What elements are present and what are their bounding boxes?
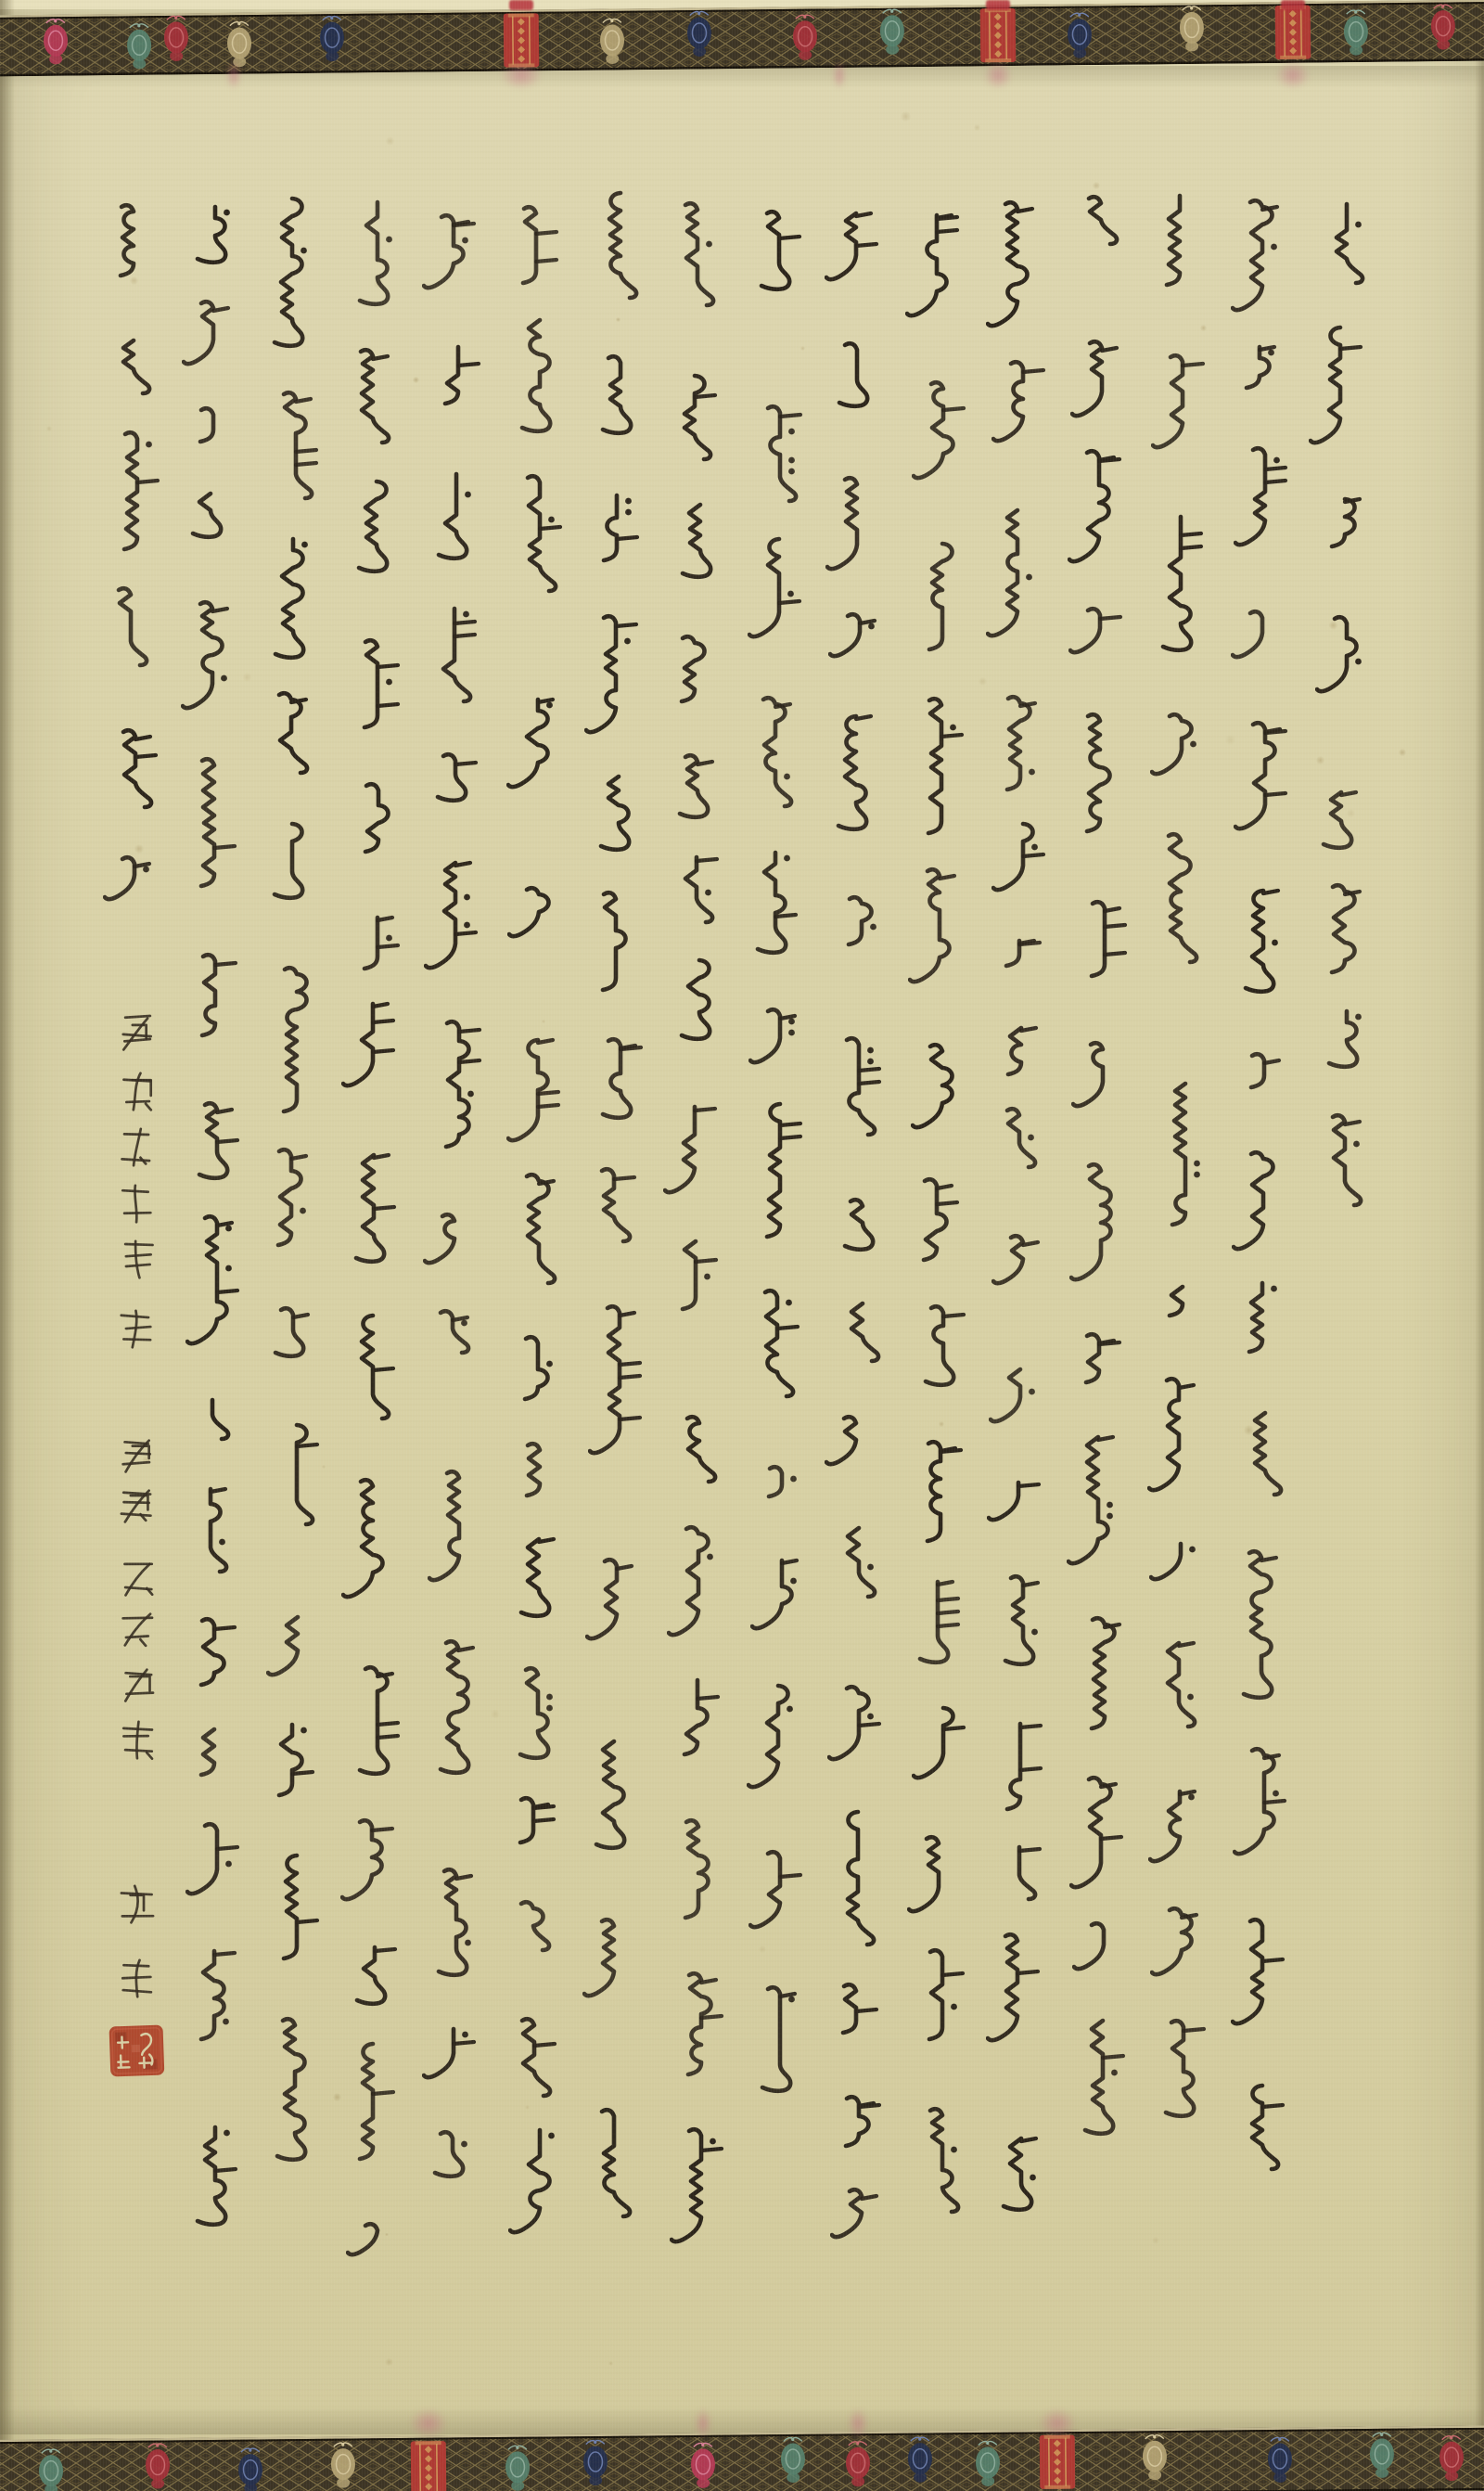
manchu-word [663,631,726,708]
manchu-word [1232,885,1295,999]
manchu-word [262,533,325,665]
manchu-word [423,1209,486,1269]
manchu-word [744,692,807,813]
foxing-spot [759,1945,766,1953]
manchu-word [1068,445,1131,568]
manchu-word [748,1846,812,1933]
manchu-word [828,609,891,662]
manchu-word [670,1968,733,2081]
manchu-word [744,847,807,960]
foxing-spot [491,1710,499,1718]
manchu-word [584,610,647,738]
manchu-word [1313,494,1376,553]
foxing-spot [939,1421,944,1427]
colophon-character [113,1179,161,1231]
manchu-word [181,1394,244,1445]
manchu-word [186,1818,249,1900]
foxing-spot [974,124,980,131]
manchu-word [1148,190,1211,291]
manchu-word [1231,195,1294,316]
manchu-word [347,778,410,858]
manchu-word [670,2124,733,2248]
manchu-word [827,2091,890,2152]
manchu-word [265,962,328,1118]
manchu-word [425,469,488,566]
manchu-word [265,1850,328,1965]
foxing-spot [616,317,620,322]
foxing-spot [385,2358,392,2366]
manchu-word [582,1163,646,1248]
manchu-word [183,1724,246,1781]
manchu-word [825,711,888,837]
manchu-word [341,1310,404,1425]
foxing-spot [333,2093,341,2101]
manchu-word [1068,709,1132,838]
manchu-word [346,912,409,975]
manchu-word [666,750,729,825]
colophon-character [113,1235,161,1287]
manchu-word [825,208,888,286]
manchu-word [1073,896,1136,982]
manchu-word [508,315,571,439]
manchu-word [1313,1110,1376,1212]
manchu-word [748,533,811,643]
manchu-word [905,210,968,322]
manchu-word [184,949,247,1042]
brocade-band-art [0,2425,1484,2491]
manchu-word [584,887,647,996]
foxing-spot [243,673,251,681]
manchu-word [750,1461,813,1503]
manchu-word [1231,2080,1294,2176]
manchu-word [905,1174,968,1266]
manchu-word [346,1662,409,1781]
manchu-word [1150,1903,1213,1981]
manchu-word [1228,341,1291,394]
manchu-word [1150,709,1213,780]
manchu-word [266,1611,329,1681]
manchu-word [343,1942,406,2011]
manchu-word [262,1303,325,1364]
foxing-spot [901,111,911,122]
foxing-spot [1093,182,1100,189]
manchu-word [825,1411,888,1470]
artist-seal [108,2023,166,2082]
manchu-word [831,1194,894,1257]
manchu-word [428,1466,491,1586]
manchu-word [990,2133,1053,2217]
manchu-word [986,505,1049,642]
manchu-word [183,753,246,892]
manchu-word [1067,1432,1130,1570]
manchu-word [1234,1407,1297,1501]
manchu-word [991,356,1055,447]
colophon-character [113,1555,161,1607]
manchu-word [830,2184,893,2243]
manchu-word [748,1982,812,2099]
manchu-word [102,335,165,400]
manchu-word [427,341,490,410]
manchu-word [748,401,812,507]
manchu-word [589,351,652,441]
manchu-word [1072,1918,1135,1975]
manchu-word [184,2122,247,2232]
manchu-word [989,1718,1052,1816]
manchu-word [261,1719,324,1802]
manchu-word [663,1101,726,1199]
manchu-word [912,1702,975,1784]
manchu-word [1230,1546,1293,1705]
manchu-word [503,2013,566,2102]
manchu-word [346,2218,409,2261]
manchu-word [748,206,811,297]
manchu-word [183,1613,246,1691]
manchu-word [987,1477,1050,1526]
manchu-word [1313,880,1376,979]
manchu-word [1315,199,1378,289]
colophon-character [113,1715,161,1767]
manchu-word [1154,1078,1217,1231]
manchu-word [1310,787,1373,855]
manchu-word [427,1636,490,1780]
manchu-word [508,1438,571,1502]
manchu-word [265,1419,328,1531]
manchu-word [421,1305,484,1359]
foxing-spot [386,136,395,146]
manchu-word [1148,1786,1211,1868]
manchu-word [104,725,167,814]
manchu-word [582,2104,646,2223]
manchu-word [508,2125,571,2239]
manchu-word [988,1842,1051,1906]
brocade-border-bottom [0,2425,1484,2491]
manchu-word [669,499,732,584]
manchu-word [986,197,1049,332]
manchu-word [346,197,409,312]
manchu-word [827,1033,890,1141]
manchu-word [991,818,1055,896]
manchu-word [668,955,731,1046]
colophon-character [113,1067,161,1119]
manchu-word [988,1103,1051,1174]
manchu-word [1068,603,1132,659]
manchu-word [825,472,889,575]
manchu-word [1151,1281,1214,1322]
manchu-word [831,1298,894,1367]
manchu-word [826,1806,889,1951]
manchu-word [912,1301,975,1393]
manchu-word [184,201,247,270]
brocade-medallion-bigred [1040,2435,1076,2489]
manchu-word [908,864,971,988]
manchu-word [667,1522,730,1641]
manchu-word [341,2038,404,2165]
manchu-word [585,1554,648,1645]
manchu-word [589,187,652,304]
manchu-word [667,1815,730,1924]
manchu-word [911,2103,974,2218]
manchu-word [748,1098,812,1243]
manchu-word [1069,191,1132,250]
manchu-word [506,1663,569,1766]
manchu-word [582,1914,646,2002]
manchu-word [179,1483,242,1578]
manchu-word [1315,611,1378,698]
foxing-spot [608,2361,613,2366]
manchu-word [585,490,648,567]
manchu-word [264,387,327,505]
manchu-word [1231,1914,1294,2030]
manchu-word [182,403,245,448]
manchu-word [502,1896,565,1957]
manchu-word [825,338,889,414]
manchu-word [1232,1147,1295,1255]
manchu-word [99,583,162,672]
manchu-word [907,1831,970,1918]
manchu-word [422,210,485,294]
manchu-word [1151,350,1214,454]
brocade-medallion-bigred [1275,6,1311,59]
manchu-word [507,1169,570,1290]
manchu-word [1152,2015,1215,2124]
brocade-border-top [0,0,1484,76]
manchu-word [345,476,408,579]
colophon-character [113,1880,161,1932]
manchu-word [748,1004,812,1069]
manchu-word [1068,1329,1131,1389]
manchu-word [1147,1373,1210,1496]
colophon-character [113,1009,161,1061]
manchu-word [1233,1048,1296,1094]
manchu-word [909,1436,972,1547]
manchu-word [182,296,245,370]
manchu-word [263,2013,326,2167]
foxing-spot [1152,2237,1159,2244]
manchu-word [506,1331,569,1406]
foxing-spot [979,677,987,686]
foxing-spot [1316,756,1324,764]
manchu-word [106,427,169,556]
manchu-word [1233,1743,1296,1860]
manchu-word [991,1230,1055,1290]
manchu-word [588,1301,651,1459]
dye-bleed-mark [1276,61,1310,89]
foxing-spot [542,1020,544,1022]
manchu-word [1073,1612,1136,1735]
manchu-word [906,1576,969,1670]
seal-art [108,2023,166,2078]
manchu-word [346,635,409,734]
brocade-medallion-bigred [504,13,540,67]
manchu-word [1149,1538,1212,1586]
manchu-word [1071,2015,1134,2141]
manchu-word [103,852,166,905]
manchu-word [421,2126,484,2184]
manchu-word [183,1945,246,2046]
manchu-word [750,1555,813,1635]
manchu-word [1231,1278,1294,1358]
dye-bleed-mark [410,2408,447,2438]
manchu-word [425,1864,488,1983]
manchu-word [827,1681,890,1766]
manchu-word [261,818,324,905]
manchu-word [502,1792,565,1849]
manchu-word [1149,828,1212,969]
foxing-spot [413,377,419,383]
manchu-word [423,603,486,708]
foxing-spot [800,346,805,351]
manchu-word [988,935,1051,972]
manchu-word [1147,1637,1210,1733]
brocade-medallion-bigred [980,8,1017,62]
manchu-word [1149,511,1212,658]
colophon-character [113,1123,161,1175]
manchu-word [181,597,244,714]
manchu-word [260,1144,323,1252]
colophon-character [113,1304,161,1356]
manchu-word [991,1571,1055,1672]
manchu-word [666,198,729,312]
manchu-word [179,488,242,545]
manchu-word [911,538,974,656]
foxing-spot [46,426,52,431]
manchu-word [911,1945,974,2046]
colophon-character [113,1482,161,1534]
colophon-character [113,1954,161,2006]
manchu-word [668,1411,731,1488]
manchu-word [663,370,726,466]
manchu-word [989,691,1052,796]
paper-left-edge-shadow [0,0,15,2491]
manchu-word [342,1149,405,1269]
manchu-word [989,1364,1052,1428]
manchu-word [341,1474,404,1603]
manchu-word [1234,717,1297,835]
colophon-character [113,1661,161,1713]
manchu-word [589,1034,652,1125]
manchu-word [424,857,487,974]
manchu-word [665,852,728,929]
manchu-word [506,694,569,793]
manchu-word [990,1022,1053,1081]
manchu-word [912,377,975,484]
manchu-word [424,749,487,808]
manchu-word [340,1815,403,1906]
manchu-word [506,1034,569,1147]
manchu-word [827,1522,890,1603]
colophon-character [113,1432,161,1483]
manchu-word [1231,606,1294,663]
manchu-word [261,193,324,353]
manchu-word [1069,1159,1132,1286]
manchu-word [341,344,404,449]
manchu-word [587,771,650,857]
manchu-word [666,1675,729,1761]
manchu-word [1070,336,1133,422]
manchu-word [986,1929,1049,2047]
manchu-word [910,693,973,840]
manchu-word [507,1534,570,1624]
manchu-word [830,892,893,951]
colophon-character [113,1605,161,1657]
manchu-word [422,2023,485,2084]
manchu-word [102,199,165,282]
manchu-word [746,1285,809,1403]
manchu-word [1309,322,1372,449]
brocade-medallion-bigred [411,2441,447,2491]
manchu-word [428,1016,491,1153]
manchu-word [505,201,568,289]
manchu-word [1234,443,1297,551]
paper-right-edge-shadow [1475,0,1484,2491]
manchu-word [186,1098,249,1186]
manchu-word [825,1979,888,2039]
manchu-word [747,1680,810,1793]
foxing-spot [1200,325,1207,331]
manchu-word [508,470,571,597]
manchu-word [1071,1037,1134,1112]
manchu-word [260,687,323,779]
manchu-word [341,998,404,1092]
manchu-word [911,1039,974,1134]
manchu-word [664,1236,727,1316]
manchu-word [1315,1006,1378,1074]
foxing-spot [525,2105,530,2110]
manchu-word [507,882,570,943]
manchu-word [186,1211,249,1350]
brocade-band-art [0,0,1484,76]
manchu-word [582,1736,646,1855]
manchu-word [1069,1772,1132,1894]
foxing-spot [1399,749,1405,755]
